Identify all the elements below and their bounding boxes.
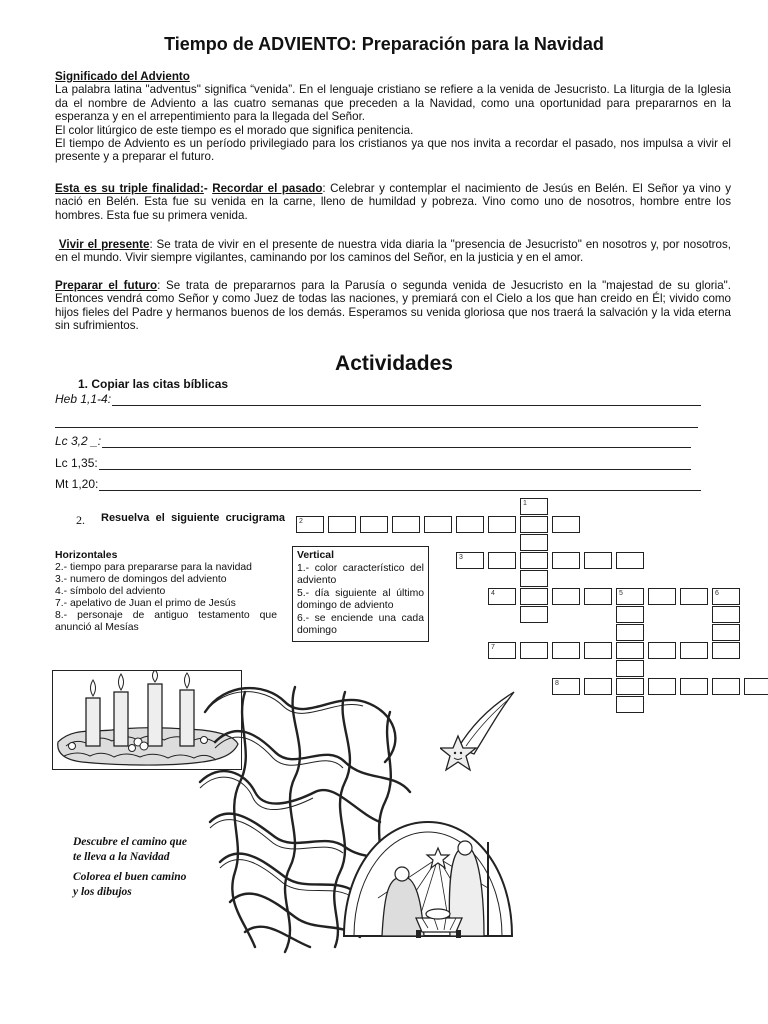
- crossword-cell[interactable]: [520, 498, 548, 515]
- maze-caption-line1: Descubre el camino que te lleva a la Navidad: [73, 836, 188, 863]
- crossword-cell[interactable]: [520, 606, 548, 623]
- cita-heb[interactable]: Heb 1,1-4:: [55, 392, 701, 406]
- crossword-cell[interactable]: [616, 642, 644, 659]
- crossword-cell[interactable]: [488, 516, 516, 533]
- crossword-cell[interactable]: [616, 552, 644, 569]
- actividades-title: Actividades: [335, 352, 453, 375]
- crossword-cell[interactable]: [616, 678, 644, 695]
- item1-heading: 1. Copiar las citas bíblicas: [78, 377, 229, 391]
- crossword-cell[interactable]: [584, 678, 612, 695]
- futuro-label: Preparar el futuro: [55, 279, 158, 292]
- maze-caption-line2: Colorea el buen camino y los dibujos: [73, 871, 187, 898]
- crossword-cell[interactable]: [744, 678, 768, 695]
- crossword-cell[interactable]: [680, 642, 708, 659]
- crossword-cell[interactable]: [712, 624, 740, 641]
- crossword-number: 8: [555, 680, 559, 687]
- crossword-cell[interactable]: [712, 642, 740, 659]
- crossword-cell[interactable]: [552, 552, 580, 569]
- crossword-cell[interactable]: [616, 624, 644, 641]
- finalidad-heading: Esta es su triple finalidad:: [55, 182, 204, 195]
- clue-h4: 4.- símbolo del adviento: [55, 586, 166, 597]
- significado-p2: El color litúrgico de este tiempo es el morado que significa penitencia.: [55, 123, 414, 137]
- crossword-cell[interactable]: [520, 534, 548, 551]
- crossword-cell[interactable]: [584, 588, 612, 605]
- significado-p3: El tiempo de Adviento es un período privilegiado para los cristianos ya que nos invita a recordar el pasado, nos impulsa a vivir el presente y a preparar el futuro.: [55, 137, 731, 164]
- nativity-image: [338, 818, 518, 942]
- vertical-heading: Vertical: [297, 550, 334, 561]
- futuro-text: : Se trata de prepararnos para la Parusía o segunda venida de Jesucristo en la "majestad de su gloria". Entonces vendrá como Señor y como Juez de todas las naciones, y premiará con el Cielo a los que han creido en Él; vivido como hijos fieles del Padre y hermanos buenos de los demás. Esperamos su venida gloriosa que nos traerá la salvación y la vida eterna sin sufrimientos.: [55, 279, 731, 333]
- clue-h7: 7.- apelativo de Juan el primo de Jesús: [55, 598, 236, 609]
- crossword-number: 2: [299, 518, 303, 525]
- item2-text: Resuelva el siguiente crucigrama: [101, 512, 285, 524]
- crossword-cell[interactable]: [552, 516, 580, 533]
- crossword-number: 6: [715, 590, 719, 597]
- crossword-cell[interactable]: [584, 552, 612, 569]
- crossword-cell[interactable]: [392, 516, 420, 533]
- cita-mt-1-20[interactable]: Mt 1,20:: [55, 477, 701, 491]
- blank-line[interactable]: [55, 427, 698, 428]
- significado-section: [55, 70, 731, 164]
- maze-caption: [73, 835, 188, 900]
- crossword-cell[interactable]: [680, 588, 708, 605]
- crossword-cell[interactable]: [488, 588, 516, 605]
- crossword-cell[interactable]: [360, 516, 388, 533]
- crossword-cell[interactable]: [488, 642, 516, 659]
- crossword-number: 4: [491, 590, 495, 597]
- crossword-cell[interactable]: [328, 516, 356, 533]
- clue-v6: 6.- se enciende una cada domingo: [297, 612, 424, 636]
- pasado-label: Recordar el pasado: [212, 182, 323, 195]
- crossword-cell[interactable]: [616, 696, 644, 713]
- crossword-cell[interactable]: [616, 660, 644, 677]
- crossword-cell[interactable]: [488, 552, 516, 569]
- crossword-cell[interactable]: [712, 588, 740, 605]
- horizontales-heading: Horizontales: [55, 550, 118, 561]
- presente-label: Vivir el presente: [58, 238, 150, 251]
- horizontales-clues: [55, 550, 277, 634]
- crossword-cell[interactable]: [552, 678, 580, 695]
- crossword-cell[interactable]: [648, 588, 676, 605]
- significado-p1: La palabra latina "adventus" significa “venida”. En el lenguaje cristiano se refiere a la venida de Jesucristo. La liturgia de la Iglesia da el nombre de Adviento a las cuatro semanas que preceden a la Navidad, como una oportunidad para prepararnos en la esperanza y en el arrepentimiento para la llegada del Señor.: [55, 83, 731, 124]
- crossword-cell[interactable]: [712, 606, 740, 623]
- clue-v5: 5.- día siguiente al último domingo de adviento: [297, 587, 424, 611]
- crossword-cell[interactable]: [456, 552, 484, 569]
- finalidad-presente: [55, 238, 731, 265]
- presente-text: : Se trata de vivir en el presente de nuestra vida diaria la "presencia de Jesucristo" en nosotros y, por nosotros, en el mundo. Vivir siempre vigilantes, caminando por los caminos del Señor, en la justicia y en el amor.: [55, 238, 731, 265]
- cita-lc-1-35[interactable]: Lc 1,35:: [55, 456, 691, 470]
- crossword-cell[interactable]: [680, 678, 708, 695]
- significado-heading: Significado del Adviento: [55, 70, 190, 83]
- crossword-cell[interactable]: [616, 588, 644, 605]
- crossword-number: 1: [523, 500, 527, 507]
- crossword-number: 3: [459, 554, 463, 561]
- crossword-cell[interactable]: [552, 642, 580, 659]
- crossword-number: 7: [491, 644, 495, 651]
- crossword-cell[interactable]: [712, 678, 740, 695]
- crossword-cell[interactable]: [520, 552, 548, 569]
- clue-h8: 8.- personaje de antiguo testamento que anunció al Mesías: [55, 610, 277, 633]
- crossword-cell[interactable]: [520, 516, 548, 533]
- crossword-cell[interactable]: [584, 642, 612, 659]
- crossword-cell[interactable]: [424, 516, 452, 533]
- vertical-clues: [292, 546, 429, 642]
- crossword-cell[interactable]: [456, 516, 484, 533]
- crossword-cell[interactable]: [520, 588, 548, 605]
- finalidad-pasado: Esta es su triple finalidad:- Recordar el pasado: Celebrar y contemplar el nacimiento de Jesús en Belén. El Señor ya vino y nació en Belén. Esta fue su venida en la carne, lleno de humildad y pobreza. Vino como uno de nosotros, hombre entre los hombres. Esta fue su primera venida.: [55, 182, 731, 222]
- item2-number: 2.: [76, 513, 85, 527]
- crossword-cell[interactable]: [648, 642, 676, 659]
- pasado-text: : Celebrar y contemplar el nacimiento de Jesús en Belén. El Señor ya vino y nació en Belén. Esta fue su venida en la carne, lleno de humildad y pobreza. Vino como uno de nosotros, hombre entre los hombres. Esta fue su primera venida.: [55, 182, 731, 222]
- shooting-star-image: [440, 688, 518, 780]
- clue-h3: 3.- numero de domingos del adviento: [55, 574, 227, 585]
- cita-lc-3-2[interactable]: Lc 3,2 _:: [55, 434, 691, 448]
- crossword-cell[interactable]: [616, 606, 644, 623]
- crossword-cell[interactable]: [520, 570, 548, 587]
- crossword-cell[interactable]: [520, 642, 548, 659]
- page-title: Tiempo de ADVIENTO: Preparación para la Navidad: [164, 34, 604, 54]
- crossword-number: 5: [619, 590, 623, 597]
- clue-v1: 1.- color característico del adviento: [297, 562, 424, 586]
- crossword-cell[interactable]: [296, 516, 324, 533]
- crossword-cell[interactable]: [648, 678, 676, 695]
- crossword-cell[interactable]: [552, 588, 580, 605]
- finalidad-futuro: [55, 279, 731, 333]
- clue-h2: 2.- tiempo para prepararse para la navidad: [55, 562, 252, 573]
